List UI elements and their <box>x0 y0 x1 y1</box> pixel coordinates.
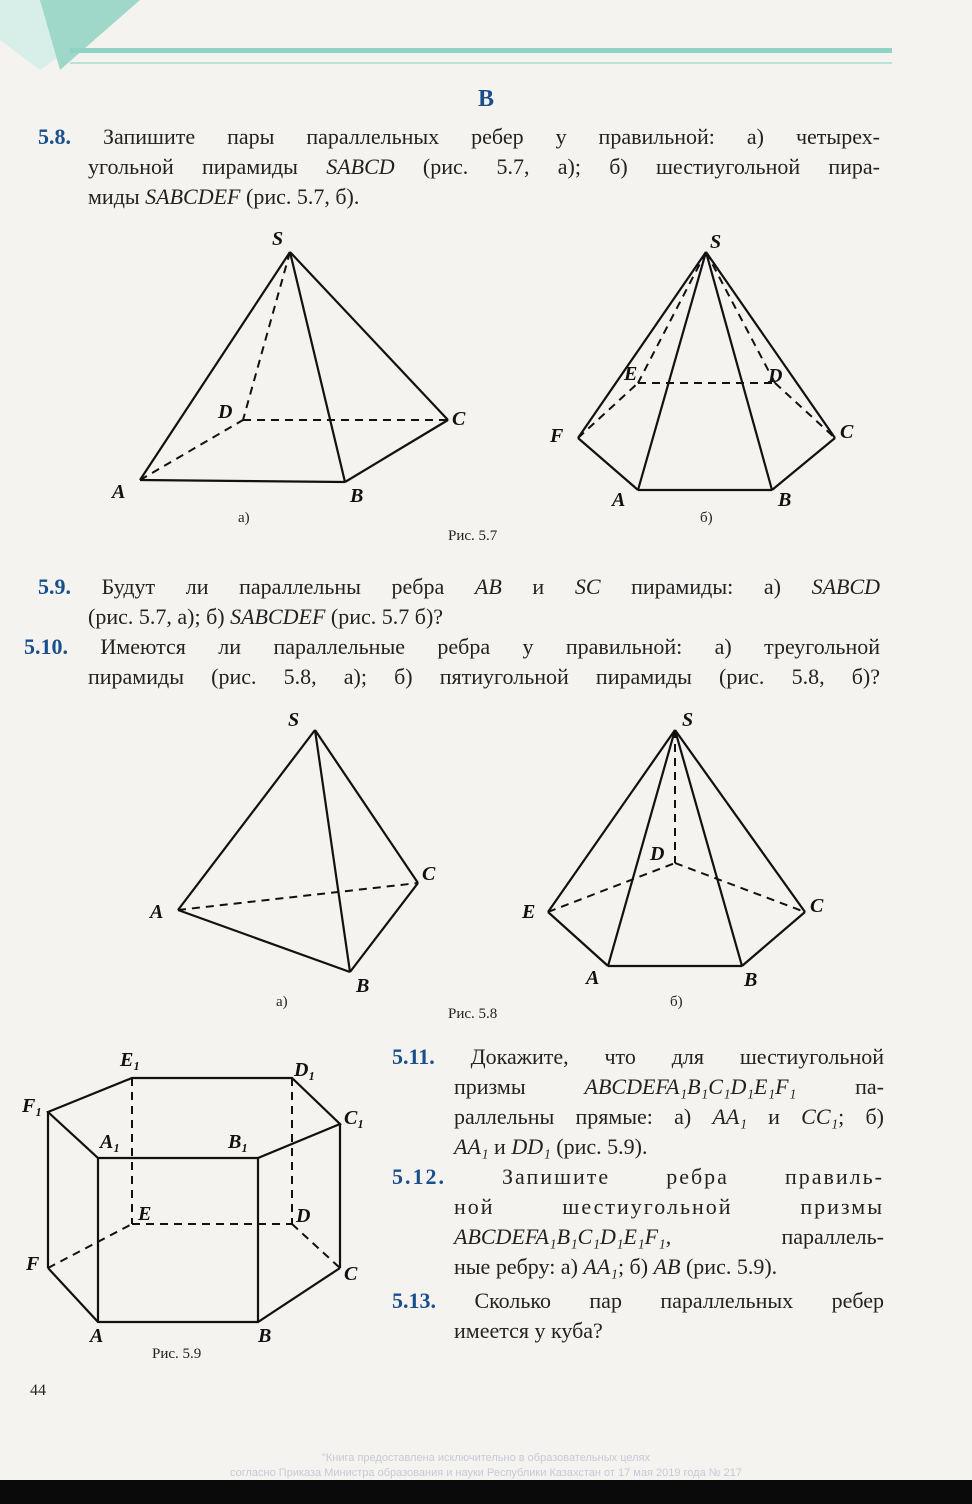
label-F: F <box>550 425 564 447</box>
problem-number: 5.13. <box>392 1288 436 1313</box>
label-A1: A₁ <box>100 1131 121 1153</box>
label-E: E <box>138 1203 152 1225</box>
figure-5-7a-sublabel: а) <box>238 510 250 526</box>
figure-5-8a-sublabel: а) <box>276 994 288 1010</box>
label-S: S <box>682 709 694 731</box>
label-S: S <box>288 709 300 731</box>
label-B: B <box>258 1325 272 1347</box>
header-rule <box>70 48 892 53</box>
figure-5-9-caption: Рис. 5.9 <box>152 1346 202 1362</box>
label-C: C <box>422 863 436 885</box>
label-S: S <box>272 228 284 250</box>
problem-5-12: 5.12. Запишите ребра правиль- ной шестиугольной призмы ABCDEFA₁B₁C₁D₁E₁F₁, параллель- ные ребру: а) AA₁; б) AB (рис. 5.9). <box>392 1164 884 1279</box>
label-D: D <box>650 843 665 865</box>
label-B: B <box>356 975 370 997</box>
label-A: A <box>586 967 600 989</box>
problem-number: 5.9. <box>38 574 71 599</box>
page-number: 44 <box>30 1382 46 1399</box>
label-D1: D₁ <box>294 1059 316 1081</box>
figure-5-7-caption: Рис. 5.7 <box>448 528 498 544</box>
label-C: C <box>840 421 854 443</box>
figure-5-8b-pyramid <box>500 700 880 1000</box>
label-A: A <box>90 1325 104 1347</box>
figure-5-7a-pyramid <box>0 220 500 520</box>
figure-5-8b-sublabel: б) <box>670 994 683 1010</box>
problem-5-10: 5.10. Имеются ли параллельные ребра у правильной: а) треугольной пирамиды (рис. 5.8, а); б) пятиугольной пирамиды (рис. 5.8, б)? <box>24 634 880 689</box>
label-A: A <box>112 481 126 503</box>
figure-5-7b-sublabel: б) <box>700 510 713 526</box>
label-B: B <box>350 485 364 507</box>
section-letter: В <box>477 86 494 112</box>
label-C: C <box>810 895 824 917</box>
label-D: D <box>218 401 233 423</box>
label-B: B <box>744 969 758 991</box>
problem-5-9: 5.9. Будут ли параллельны ребра AB и SC пирамиды: а) SABCD (рис. 5.7, а); б) SABCDEF (рис. 5.7 б)? <box>38 574 881 629</box>
label-B1: B₁ <box>228 1131 249 1153</box>
label-A: A <box>150 901 164 923</box>
page-corner-decoration <box>0 0 180 90</box>
problem-number: 5.12. <box>392 1164 446 1189</box>
problem-number: 5.8. <box>38 124 71 149</box>
label-E1: E₁ <box>120 1049 141 1071</box>
problem-5-8: 5.8. Запишите пары параллельных ребер у правильной: а) четырех- угольной пирамиды SABCD (рис. 5.7, а); б) шестиугольной пира- миды SABCDEF (рис. 5.7, б). <box>38 124 880 209</box>
problem-number: 5.11. <box>392 1044 435 1069</box>
figure-5-7b-pyramid <box>520 220 880 520</box>
footer-note-line2: согласно Приказа Министра образования и науки Республики Казахстан от 17 мая 2019 года № 217 <box>230 1467 742 1479</box>
label-E: E <box>522 901 536 923</box>
label-D: D <box>296 1205 311 1227</box>
label-A: A <box>612 489 626 511</box>
label-C1: C₁ <box>344 1107 365 1129</box>
figure-5-8-caption: Рис. 5.8 <box>448 1006 498 1022</box>
footer-note-line1: "Книга предоставлена исключительно в образовательных целях <box>321 1452 651 1464</box>
problem-number: 5.10. <box>24 634 68 659</box>
label-F: F <box>26 1253 40 1275</box>
figure-5-8a-pyramid <box>0 700 500 1000</box>
label-B: B <box>778 489 792 511</box>
label-F1: F₁ <box>22 1095 43 1117</box>
label-C: C <box>344 1263 358 1285</box>
label-C: C <box>452 408 466 430</box>
label-D: D <box>768 365 783 387</box>
problem-5-11: 5.11. Докажите, что для шестиугольной призмы ABCDEFA₁B₁C₁D₁E₁F₁ па- раллельны прямые: а) AA₁ и CC₁; б) AA₁ и DD₁ (рис. 5.9). <box>392 1044 885 1159</box>
bottom-bar <box>0 1480 972 1504</box>
figure-5-9-prism <box>0 1040 380 1350</box>
header-rule-thin <box>70 62 892 64</box>
label-E: E <box>624 363 638 385</box>
problem-5-13: 5.13. Сколько пар параллельных ребер имеется у куба? <box>392 1288 885 1343</box>
label-S: S <box>710 231 722 253</box>
